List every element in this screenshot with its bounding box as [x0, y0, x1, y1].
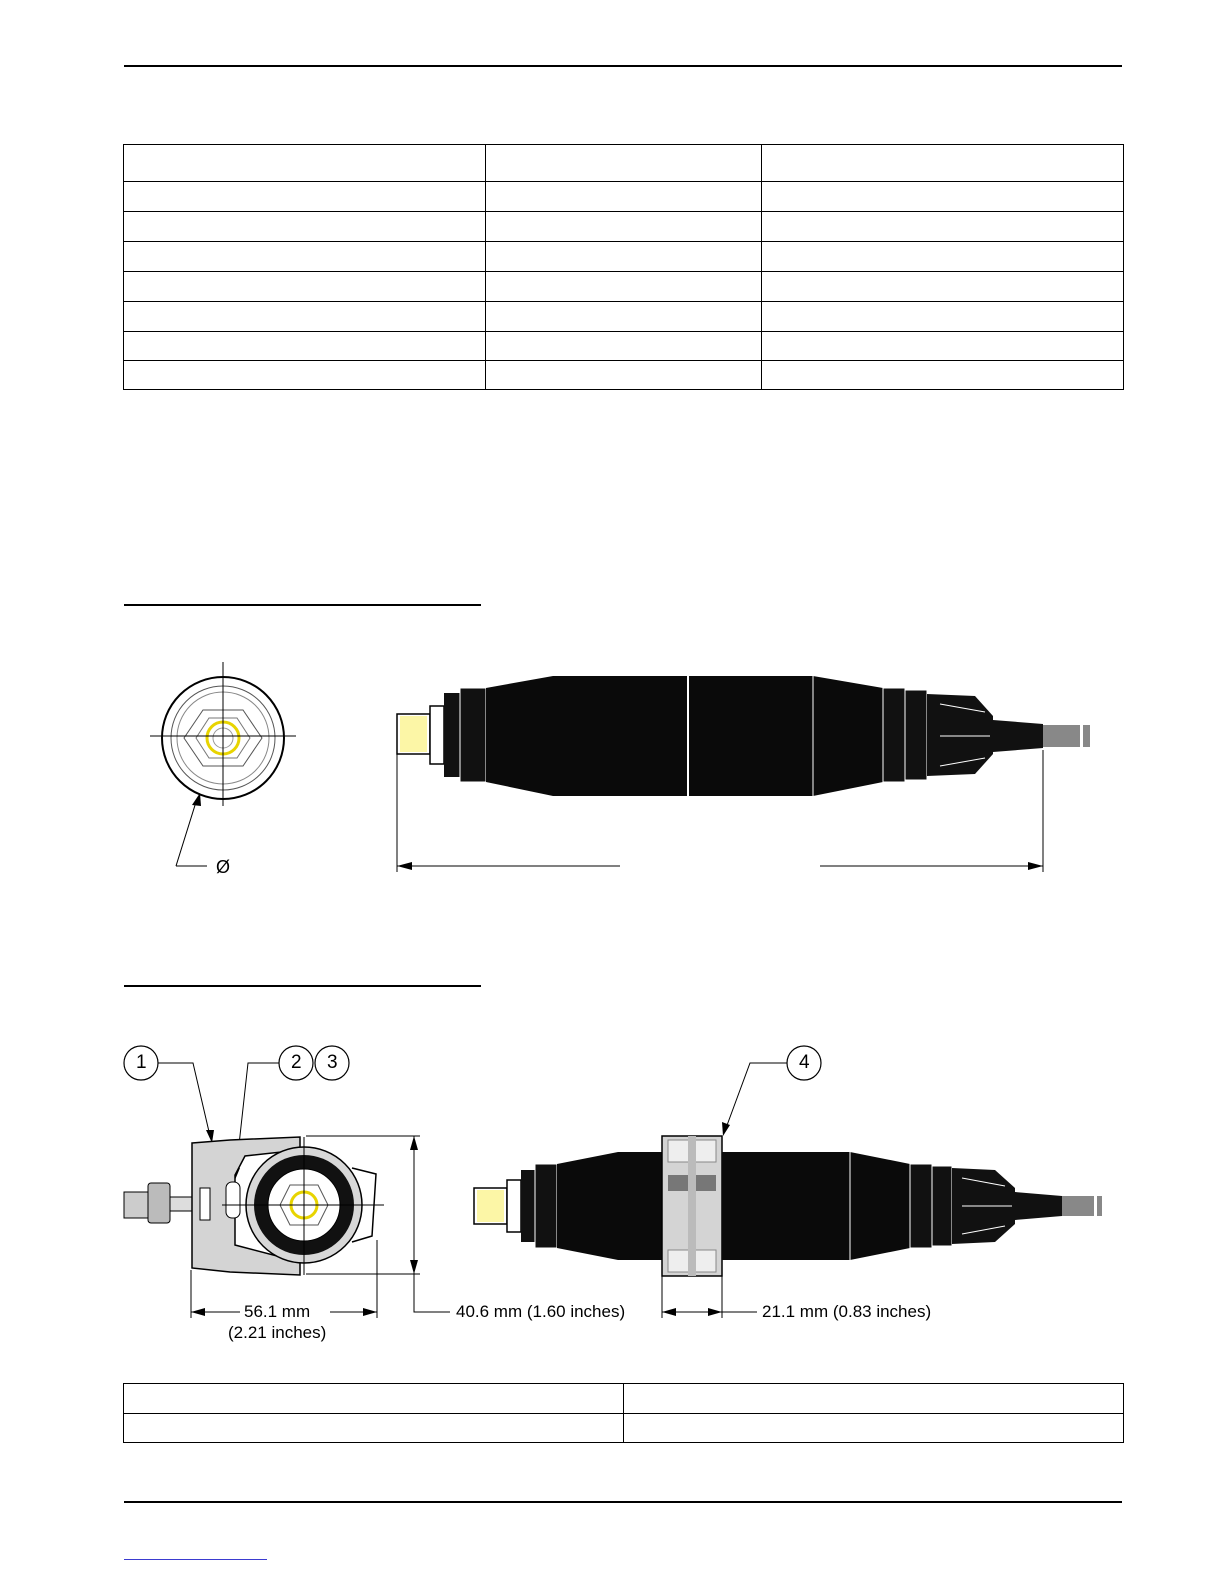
- legend-table: [123, 1383, 1124, 1443]
- callout-2-label: 2: [291, 1052, 302, 1073]
- footer-rule: [124, 1501, 1122, 1503]
- footer-link-underline[interactable]: [124, 1559, 267, 1560]
- table-cell: [124, 1414, 624, 1443]
- callout-1-label: 1: [136, 1052, 147, 1073]
- dimension-width-inches: (2.21 inches): [228, 1323, 327, 1342]
- sensor-with-clamp-side-view: [474, 1136, 1102, 1276]
- table-cell: [624, 1414, 1124, 1443]
- diameter-symbol: Ø: [216, 857, 231, 877]
- clamp-end-view: [124, 1137, 384, 1275]
- callout-3-label: 3: [327, 1052, 338, 1073]
- callout-4-label: 4: [799, 1052, 810, 1073]
- table-cell: [124, 1384, 624, 1414]
- table-cell: [624, 1384, 1124, 1414]
- dimension-clamp: 21.1 mm (0.83 inches): [762, 1302, 932, 1321]
- table-row: [124, 1384, 1124, 1414]
- dimension-height: 40.6 mm (1.60 inches): [456, 1302, 626, 1321]
- dimension-width-mm: 56.1 mm: [244, 1302, 311, 1321]
- table-row: [124, 1414, 1124, 1443]
